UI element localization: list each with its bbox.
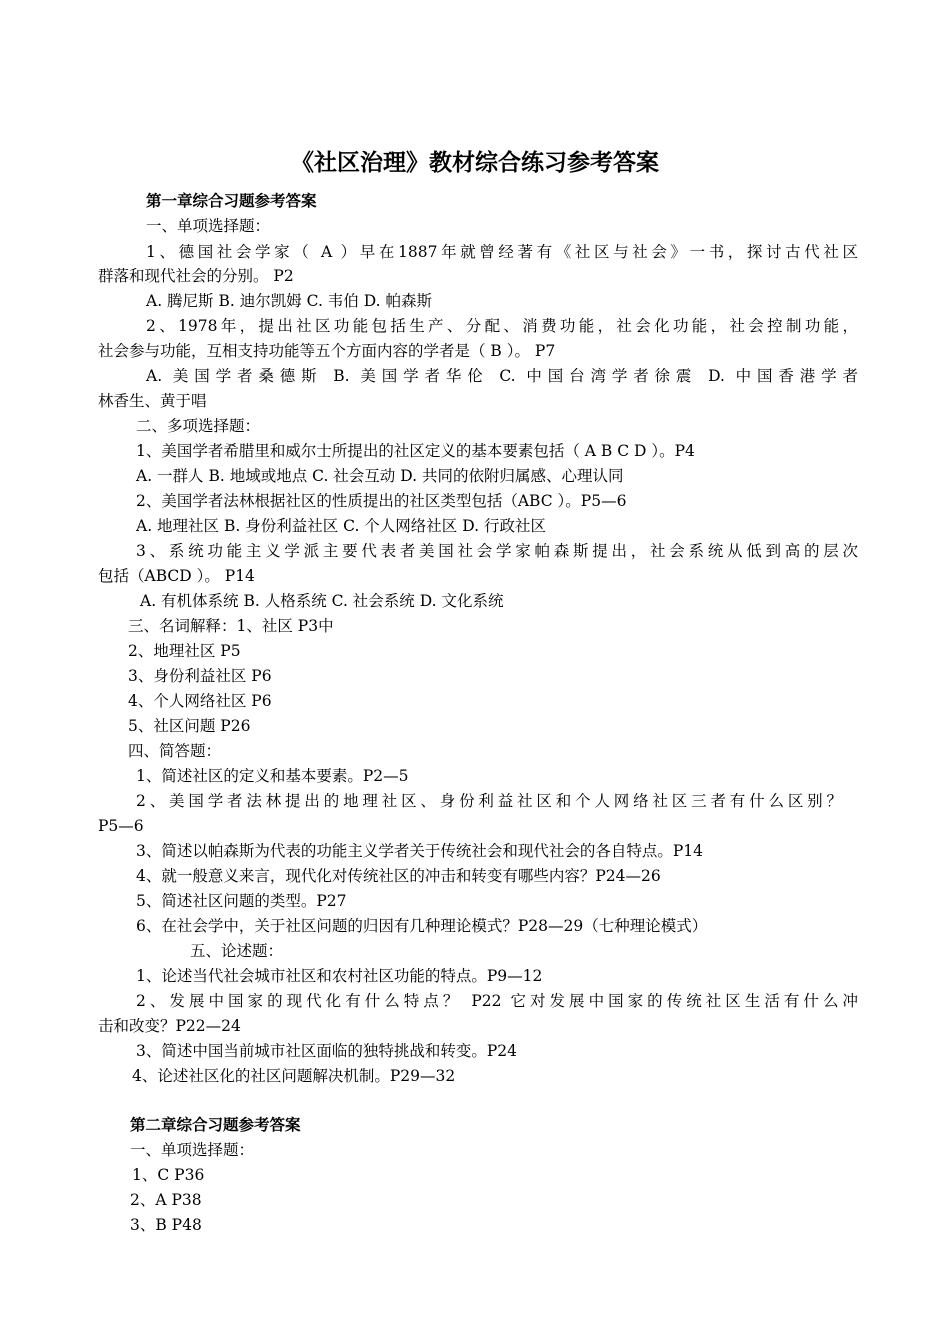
short-answer-2-line1: 2、美国学者法林提出的地理社区、身份利益社区和个人网络社区三者有什么区别？ (136, 792, 842, 810)
question-1-line2: 群落和现代社会的分别。 P2 (98, 267, 294, 285)
short-answer-1: 1、简述社区的定义和基本要素。P2—5 (136, 767, 409, 785)
chapter2-answer-3: 3、B P48 (130, 1216, 202, 1234)
chapter2-answer-1: 1、C P36 (132, 1166, 205, 1184)
short-answer-4: 4、就一般意义来言，现代化对传统社区的冲击和转变有哪些内容？P24—26 (136, 867, 661, 885)
multi-question-2-options: A. 地理社区 B. 身份利益社区 C. 个人网络社区 D. 行政社区 (136, 517, 546, 535)
term-2: 2、地理社区 P5 (128, 642, 241, 660)
section-multi-choice: 二、多项选择题： (136, 417, 261, 435)
essay-1: 1、论述当代社会城市社区和农村社区功能的特点。P9—12 (136, 967, 543, 985)
short-answer-2-line2: P5—6 (98, 817, 144, 835)
question-1-line1: 1、德国社会学家（ A ）早在1887年就曾经著有《社区与社会》一书，探讨古代社区 (146, 243, 858, 261)
essay-2-line2: 击和改变？P22—24 (98, 1017, 241, 1035)
essay-3: 3、简述中国当前城市社区面临的独特挑战和转变。P24 (136, 1042, 518, 1060)
document-title: 《社区治理》教材综合练习参考答案 (291, 150, 659, 176)
question-2-line2: 社会参与功能，互相支持功能等五个方面内容的学者是（ B ）。 P7 (98, 342, 556, 360)
chapter2-answer-2: 2、A P38 (130, 1191, 202, 1209)
section-term-definitions: 三、名词解释：1、社区 P3中 (128, 617, 334, 635)
section-short-answer: 四、简答题： (128, 742, 222, 760)
multi-question-1: 1、美国学者希腊里和威尔士所提出的社区定义的基本要素包括（ A B C D ）。P4 (136, 442, 695, 460)
short-answer-3: 3、简述以帕森斯为代表的功能主义学者关于传统社会和现代社会的各自特点。P14 (136, 842, 704, 860)
question-1-options: A. 腾尼斯 B. 迪尔凯姆 C. 韦伯 D. 帕森斯 (146, 292, 432, 310)
essay-4: 4、论述社区化的社区问题解决机制。P29—32 (132, 1067, 456, 1085)
multi-question-3-options: A. 有机体系统 B. 人格系统 C. 社会系统 D. 文化系统 (140, 592, 504, 610)
question-2-line1: 2、1978年，提出社区功能包括生产、分配、消费功能，社会化功能，社会控制功能， (146, 317, 858, 335)
chapter1-heading: 第一章综合习题参考答案 (146, 192, 317, 210)
question-2-options-cont: 林香生、黄于唱 (98, 392, 207, 410)
short-answer-5: 5、简述社区问题的类型。P27 (136, 892, 347, 910)
term-3: 3、身份利益社区 P6 (128, 667, 272, 685)
chapter2-heading: 第二章综合习题参考答案 (130, 1116, 301, 1134)
essay-2-line1: 2、发展中国家的现代化有什么特点？ P22 它对发展中国家的传统社区生活有什么冲 (136, 992, 858, 1010)
chapter2-section-single-choice: 一、单项选择题： (130, 1141, 255, 1159)
multi-question-3-line1: 3、系统功能主义学派主要代表者美国社会学家帕森斯提出，社会系统从低到高的层次 (136, 542, 858, 560)
multi-question-3-line2: 包括（ABCD ）。 P14 (98, 567, 255, 585)
term-4: 4、个人网络社区 P6 (128, 692, 272, 710)
short-answer-6: 6、在社会学中，关于社区问题的归因有几种理论模式？P28—29（七种理论模式） (136, 917, 708, 935)
section-essay: 五、论述题： (190, 942, 284, 960)
question-2-options: A. 美国学者桑德斯 B. 美国学者华伦 C. 中国台湾学者徐震 D. 中国香港学者 (146, 367, 858, 385)
multi-question-1-options: A. 一群人 B. 地域或地点 C. 社会互动 D. 共同的依附归属感、心理认同 (136, 467, 624, 485)
term-5: 5、社区问题 P26 (128, 717, 251, 735)
section-single-choice: 一、单项选择题： (146, 217, 271, 235)
multi-question-2: 2、美国学者法林根据社区的性质提出的社区类型包括（ABC ）。P5—6 (136, 492, 627, 510)
